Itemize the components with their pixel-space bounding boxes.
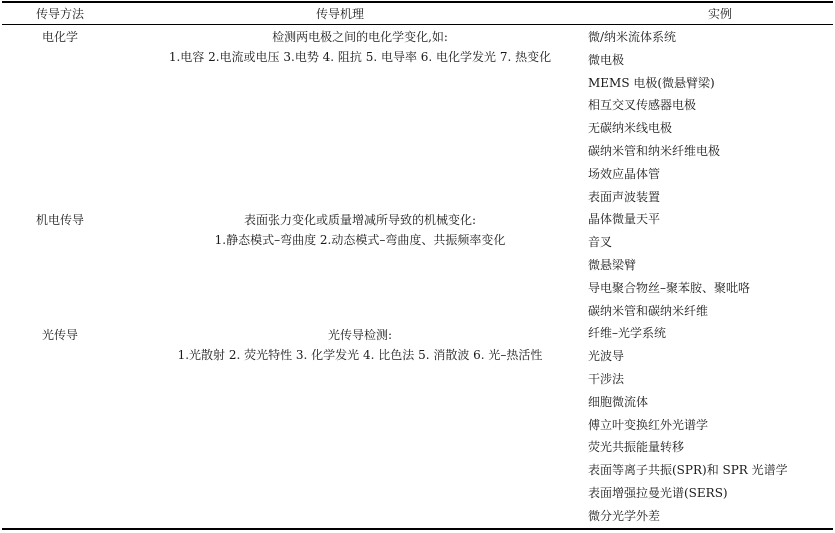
examples-column <box>588 29 833 531</box>
top-rule <box>2 1 833 3</box>
example-item: 微电极 <box>588 52 625 67</box>
method-electrochemical: 电化学 <box>41 30 78 44</box>
header-example: 实例 <box>707 7 732 21</box>
example-item: 荧光共振能量转移 <box>588 440 685 455</box>
example-item: 表面声波装置 <box>588 189 661 204</box>
example-item: MEMS 电极(微悬臂梁) <box>588 75 715 90</box>
example-item: 碳纳米管和碳纳米纤维 <box>588 303 709 318</box>
mechanism-electrochemical-title: 检测两电极之间的电化学变化,如: <box>272 30 448 44</box>
example-item: 碳纳米管和纳米纤维电极 <box>588 143 721 158</box>
mechanism-optical-title: 光传导检测: <box>327 328 393 342</box>
mechanism-electrochemical-list: 1.电容 2.电流或电压 3.电势 4. 阻抗 5. 电导率 6. 电化学发光 7. 热变化 <box>168 50 552 64</box>
example-item: 晶体微量天平 <box>588 212 661 227</box>
example-item: 光波导 <box>588 349 625 364</box>
mechanism-electromechanical-title: 表面张力变化或质量增减所导致的机械变化: <box>243 213 477 227</box>
example-item: 表面增强拉曼光谱(SERS) <box>588 485 728 500</box>
example-item: 微分光学外差 <box>588 508 661 523</box>
example-item: 导电聚合物丝–聚苯胺、聚吡咯 <box>588 280 751 295</box>
example-item: 干涉法 <box>588 371 625 386</box>
mechanism-optical-list: 1.光散射 2. 荧光特性 3. 化学发光 4. 比色法 5. 消散波 6. 光–热活性 <box>177 348 543 362</box>
example-item: 微/纳米流体系统 <box>588 30 677 44</box>
method-electromechanical: 机电传导 <box>35 213 84 227</box>
example-item: 纤维–光学系统 <box>588 326 667 341</box>
example-item: 傅立叶变换红外光谱学 <box>588 417 709 432</box>
header-rule <box>2 24 833 25</box>
example-item: 场效应晶体管 <box>588 166 661 181</box>
example-item: 表面等离子共振(SPR)和 SPR 光谱学 <box>588 463 788 478</box>
mechanism-optical <box>120 327 600 367</box>
example-item: 细胞微流体 <box>588 394 649 409</box>
example-item: 音叉 <box>588 235 613 250</box>
header-method: 传导方法 <box>35 7 84 21</box>
mechanism-electrochemical <box>120 29 600 69</box>
mechanism-electromechanical-list: 1.静态模式–弯曲度 2.动态模式–弯曲度、共振频率变化 <box>214 233 506 247</box>
example-item: 相互交叉传感器电极 <box>588 98 697 113</box>
example-item: 无碳纳米线电极 <box>588 121 673 136</box>
example-item: 微悬梁臂 <box>588 257 637 272</box>
bottom-rule <box>2 528 833 530</box>
header-mechanism: 传导机理 <box>315 7 364 21</box>
mechanism-electromechanical <box>120 212 600 252</box>
method-optical: 光传导 <box>41 328 78 342</box>
